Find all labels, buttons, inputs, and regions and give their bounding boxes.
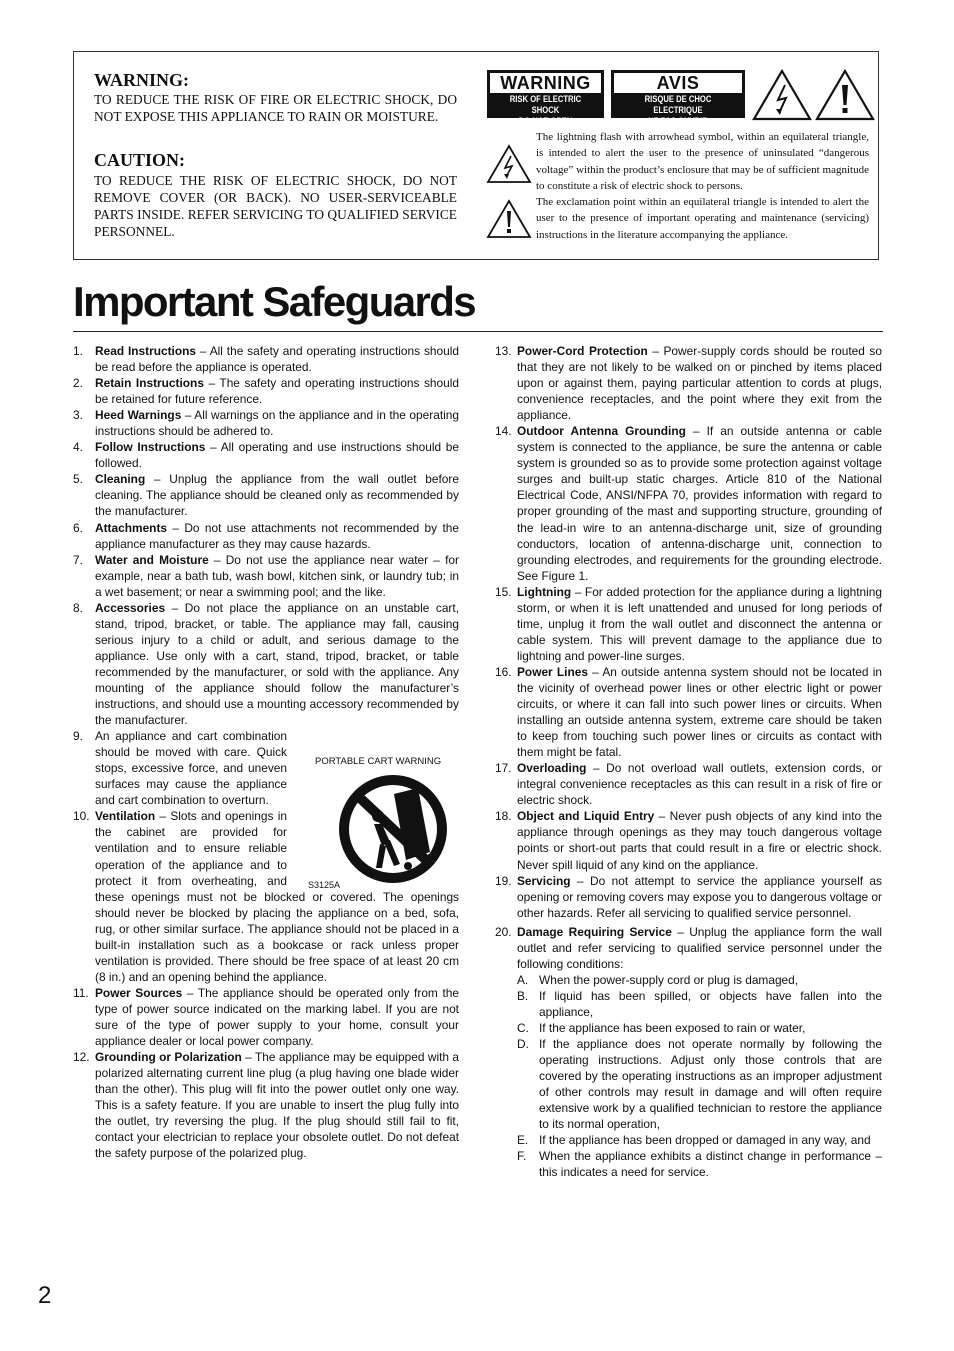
list-item: 2. Retain Instructions – The safety and operating instructions should be retained for future reference.: [73, 376, 459, 407]
caution-text: TO REDUCE THE RISK OF ELECTRIC SHOCK, DO NOT REMOVE COVER (OR BACK). NO USER-SERVICEABLE PARTS INSIDE. REFER SERVICING TO QUALIFIED SERVICE PERSONNEL.: [94, 173, 457, 239]
warning-title: WARNING:: [94, 70, 190, 90]
list-item: 7. Water and Moisture – Do not use the appliance near water – for example, near a bath tub, wash bowl, kitchen sink, or laundry tub; in a wet basement; or near a swimming pool; and the like.: [73, 552, 459, 599]
warning-box: [73, 51, 879, 260]
condition-item: B. If liquid has been spilled, or objects have fallen into the appliance,: [517, 988, 882, 1019]
list-item: 5. Cleaning – Unplug the appliance from the wall outlet before cleaning. The appliance should be cleaned only as recommended by the manufacturer.: [73, 472, 459, 519]
title-rule: [73, 331, 883, 332]
warning-text: TO REDUCE THE RISK OF FIRE OR ELECTRIC SHOCK, DO NOT EXPOSE THIS APPLIANCE TO RAIN OR MOISTURE.: [94, 92, 457, 124]
cart-warning-figure: [306, 756, 460, 896]
cart-code: S3125A: [308, 880, 341, 890]
lightning-note: The lightning flash with arrowhead symbol, within an equilateral triangle, is intended to alert the user to the presence of uninsulated “dangerous voltage” within the product’s enclosure that may be of sufficient magnitude to constitute a risk of electric shock to persons.: [536, 131, 869, 193]
list-item: 17. Overloading – Do not overload wall outlets, extension cords, or integral convenience receptacles as this can result in a risk of fire or electric shock.: [495, 761, 882, 808]
caution-title: CAUTION:: [94, 150, 186, 170]
exclamation-note: The exclamation point within an equilateral triangle is intended to alert the user to the presence of important operating and maintenance (servicing) instructions in the literature accompanying the appliance.: [536, 196, 869, 241]
condition-item: D. If the appliance does not operate normally by following the operating instructions. Adjust only those controls that are covered by the operating instructions as an improper adjustment of other controls may result in damage and will often require extensive work by a qualified technician to restore the appliance to its normal operation,: [517, 1037, 882, 1132]
list-item: 20. Damage Requiring Service – Unplug the appliance form the wall outlet and refer servicing to qualified service personnel under the following conditions:: [495, 924, 883, 971]
list-item: 3. Heed Warnings – All warnings on the appliance and in the operating instructions should be adhered to.: [73, 408, 459, 439]
list-item: 16. Power Lines – An outside antenna system should not be located in the vicinity of overhead power lines or other electric light or power circuits, or where it can fall into such power lines or circuits. When installing an outside antenna system, extreme care should be taken to keep from touching such power lines or circuits as contact with them might be fatal.: [495, 664, 882, 760]
list-item: 10. Ventilation – Slots and openings in the cabinet are provided for ventilation and to ensure reliable operation of the appliance and to protect it from overheating, and these openings must not be blocked or covered. The openings should never be blocked by placing the appliance on a bed, sofa, rug, or other similar surface. The appliance should not be placed in a built-in installation such as a bookcase or rack unless proper ventilation is provided. There should be free space of at least 20 cm (8 in.) and an opening behind the appliance.: [73, 809, 459, 984]
list-item: 14. Outdoor Antenna Grounding – If an outside antenna or cable system is connected to the appliance, be sure the antenna or cable system is grounded so as to provide some protection against voltage surges and built-up static charges. Article 810 of the National Electrical Code, ANSI/NFPA 70, provides information with regard to proper grounding of the mast and supporting structure, grounding of the lead-in wire to an antenna-discharge unit, size of grounding conductors, location of antenna-discharge unit, connection to grounding electrodes, and requirements for the grounding electrode. See Figure 1.: [495, 424, 882, 583]
warning-label-title: WARNING: [490, 73, 601, 93]
list-item: 4. Follow Instructions – All operating and use instructions should be followed.: [73, 440, 459, 471]
warning-label-line1: RISK OF ELECTRIC SHOCK: [509, 94, 582, 115]
avis-label-title: AVIS: [614, 73, 742, 93]
list-item: 1. Read Instructions – All the safety and operating instructions should be read before the appliance is operated.: [73, 344, 459, 375]
cart-tipping-icon: [334, 770, 452, 888]
page-title: Important Safeguards: [73, 278, 476, 325]
exclamation-triangle-icon: [815, 69, 875, 121]
list-item: 8. Accessories – Do not place the appliance on an unstable cart, stand, tripod, bracket, or table. The appliance may fall, causing serious injury to a child or adult, and serious damage to the appliance. Use only with a cart, stand, tripod, bracket, or table recommended by the manufacturer, or sold with the appliance. Any mounting of the appliance should follow the manufacturer’s instructions, and should use a mounting accessory recommended by the manufacturer.: [73, 600, 459, 728]
list-item: 6. Attachments – Do not use attachments not recommended by the appliance manufacturer as they may cause hazards.: [73, 520, 459, 551]
list-item: 18. Object and Liquid Entry – Never push objects of any kind into the appliance through openings as they may touch dangerous voltage points or short-out parts that could result in a fire or electric shock. Never spill liquid of any kind on the appliance.: [495, 809, 883, 872]
avis-label: [611, 70, 745, 126]
warning-label-line2: DO NOT OPEN: [518, 116, 573, 126]
condition-item: E. If the appliance has been dropped or damaged in any way, and: [517, 1133, 871, 1148]
right-column: [495, 343, 882, 1180]
condition-item: F. When the appliance exhibits a distinct change in performance – this indicates a need for service.: [517, 1149, 882, 1180]
left-column: [73, 343, 459, 1161]
warning-label: [487, 70, 604, 126]
cart-caption: PORTABLE CART WARNING: [315, 756, 442, 767]
page-number: 2: [38, 1282, 52, 1309]
condition-item: A. When the power-supply cord or plug is damaged,: [517, 972, 799, 987]
list-item: 13. Power-Cord Protection – Power-supply cords should be routed so that they are not likely to be walked on or pinched by items placed upon or against them, paying particular attention to cords at plugs, convenience receptacles, and the point where they exit from the appliance.: [495, 344, 882, 423]
lightning-triangle-small-icon: [486, 144, 532, 184]
list-item: 15. Lightning – For added protection for the appliance during a lightning storm, or when it is left unattended and unused for long periods of time, unplug it from the wall outlet and disconnect the antenna or cable system. This will prevent damage to the appliance due to lightning and power-line surges.: [495, 584, 882, 663]
avis-label-line1: RISQUE DE CHOC ELECTRIQUE: [644, 94, 712, 115]
list-item: 19. Servicing – Do not attempt to service the appliance yourself as opening or removing covers may expose you to dangerous voltage or other hazards. Refer all servicing to qualified service personnel.: [495, 873, 882, 920]
list-item: 12. Grounding or Polarization – The appliance may be equipped with a polarized alternating current line plug (a plug having one blade wider than the other). This plug will fit into the power outlet only one way. This is a safety feature. If you are unable to insert the plug fully into the outlet, try reversing the plug. If the plug should still fail to fit, contact your electrician to replace your obsolete outlet. Do not defeat the safety purpose of the polarized plug.: [73, 1050, 459, 1161]
exclamation-triangle-small-icon: [486, 199, 532, 239]
list-item: 9. An appliance and cart combination should be moved with care. Quick stops, excessive force, and uneven surfaces may cause the appliance and cart combination to overturn.: [73, 729, 287, 808]
condition-item: C. If the appliance has been exposed to rain or water,: [517, 1020, 806, 1035]
lightning-triangle-icon: [752, 69, 812, 121]
list-item: 11. Power Sources – The appliance should be operated only from the type of power source indicated on the marking label. If you are not sure of the type of power supply to your home, consult your appliance dealer or local power company.: [73, 985, 459, 1049]
conditions-list: [495, 972, 882, 1181]
avis-label-line2: NE PAS OUVRIR: [648, 116, 708, 126]
